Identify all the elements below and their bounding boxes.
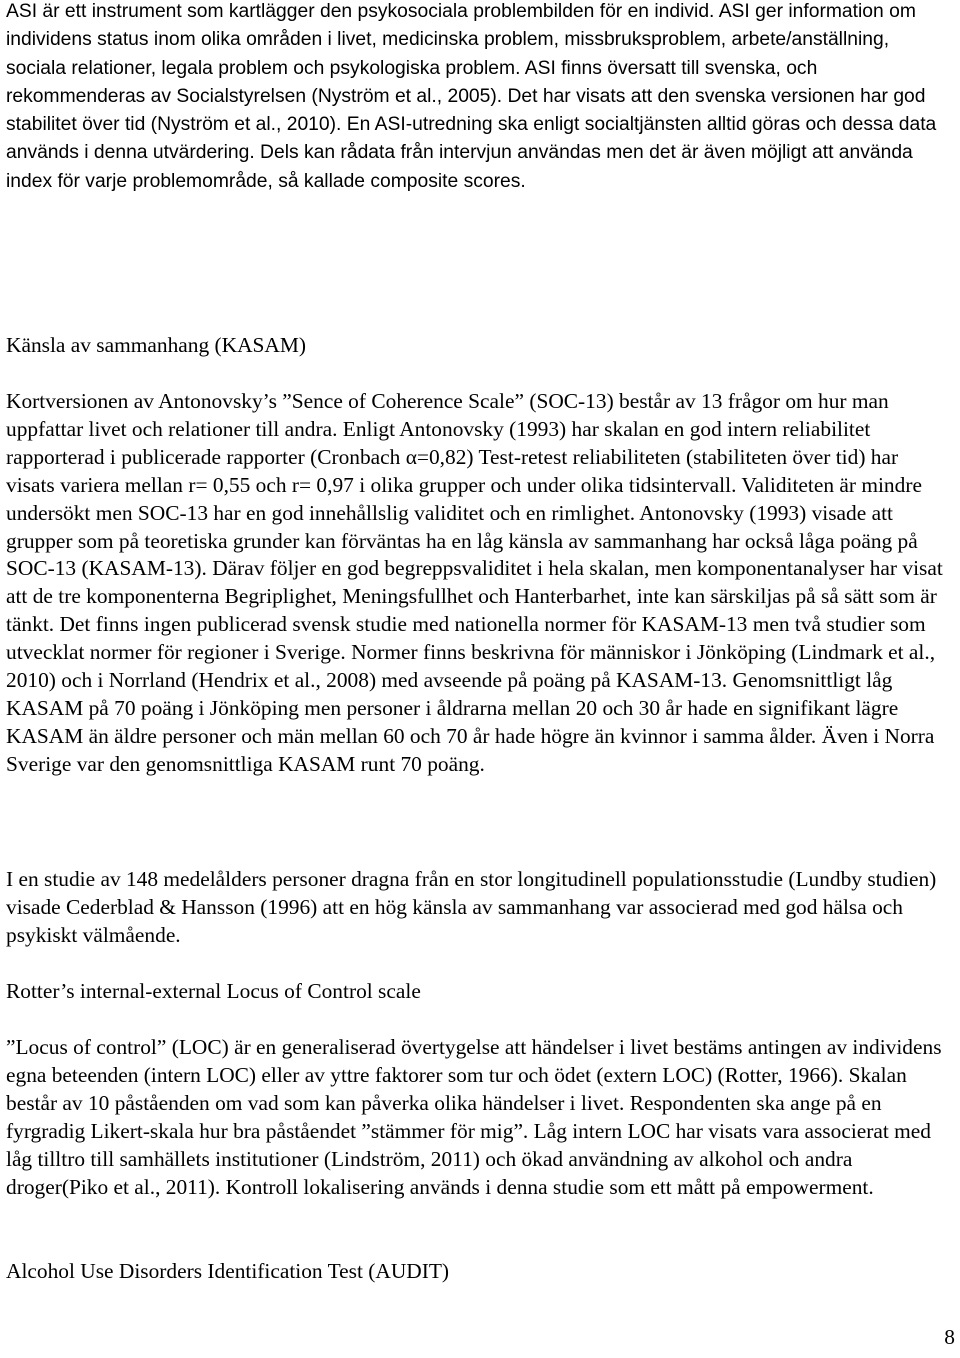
asi-paragraph: ASI är ett instrument som kartlägger den psykosociala problembilden för en individ. ASI ger information om individens status inom olika områden i livet, medicinska problem, missbruksproblem, arbete/anställning, sociala relationer, legala problem och psykologiska problem. ASI finns översatt till svenska, och rekommenderas av Socialstyrelsen (Nyström et al., 2005). Det har visats att den svenska versionen har god stabilitet över tid (Nyström et al., 2010). En ASI-utredning ska enligt socialtjänsten alltid göras och dessa data används i denna utvärdering. Dels kan rådata från intervjun användas men det är även möjligt att använda index för varje problemområde, så kallade composite scores. xyxy=(6,1,937,192)
loc-heading: Rotter’s internal-external Locus of Control scale xyxy=(6,979,421,1003)
kasam-paragraph: Kortversionen av Antonovsky’s ”Sence of Coherence Scale” (SOC-13) består av 13 frågor om hur man uppfattar livet och relationer till andra. Enligt Antonovsky (1993) har skalan en god intern reliabilitet rapporterad i publicerade rapporter (Cronbach α=0,82) Test-retest reliabiliteten (stabiliteten över tid) har visats variera mellan r= 0,55 och r= 0,97 i olika grupper och under olika tidsintervall. Validiteten är mindre undersökt men SOC-13 har en god innehållslig validitet och en rimlighet. Antonovsky (1993) visade att grupper som på teoretiska grunder kan förväntas ha en låg känsla av sammanhang har också låga poäng på SOC-13 (KASAM-13). Därav följer en god begreppsvaliditet i hela skalan, men komponentanalyser har visat att de tre komponenterna Begriplighet, Meningsfullhet och Hanterbarhet, inte kan särskiljas på så sätt som är tänkt. Det finns ingen publicerad svensk studie med nationella normer för KASAM-13 men två studier som utvecklat normer för regioner i Sverige. Normer finns beskrivna för människor i Jönköping (Lindmark et al., 2010) och i Norrland (Hendrix et al., 2008) med avseende på poäng på KASAM-13. Genomsnittligt låg KASAM på 70 poäng i Jönköping men personer i åldrarna mellan 20 och 30 år hade en signifikant lägre KASAM än äldre personer och män mellan 60 och 70 år hade högre än kvinnor i samma ålder. Även i Norra Sverige var den genomsnittliga KASAM runt 70 poäng. xyxy=(6,389,943,776)
kasam-heading: Känsla av sammanhang (KASAM) xyxy=(6,333,307,357)
loc-paragraph: ”Locus of control” (LOC) är en generaliserad övertygelse att händelser i livet bestäms antingen av individens egna beteenden (intern LOC) eller av yttre faktorer som tur och ödet (extern LOC) (Rotter, 1966). Skalan består av 10 påståenden om vad som kan påverka olika händelser i livet. Respondenten ska ange på en fyrgradig Likert-skala hur bra påståendet ”stämmer för mig”. Låg intern LOC har visats vara associerat med låg tilltro till samhällets institutioner (Lindström, 2011) och ökad användning av alkohol och andra droger(Piko et al., 2011). Kontroll lokalisering används i denna studie som ett mått på empowerment. xyxy=(6,1035,942,1199)
kasam-study-paragraph: I en studie av 148 medelålders personer dragna från en stor longitudinell populationsstudie (Lundby studien) visade Cederblad & Hansson (1996) att en hög känsla av sammanhang var associerad med god hälsa och psykiskt välmående. xyxy=(6,867,937,947)
audit-heading: Alcohol Use Disorders Identification Test (AUDIT) xyxy=(6,1259,450,1283)
page-number: 8 xyxy=(944,1325,955,1349)
